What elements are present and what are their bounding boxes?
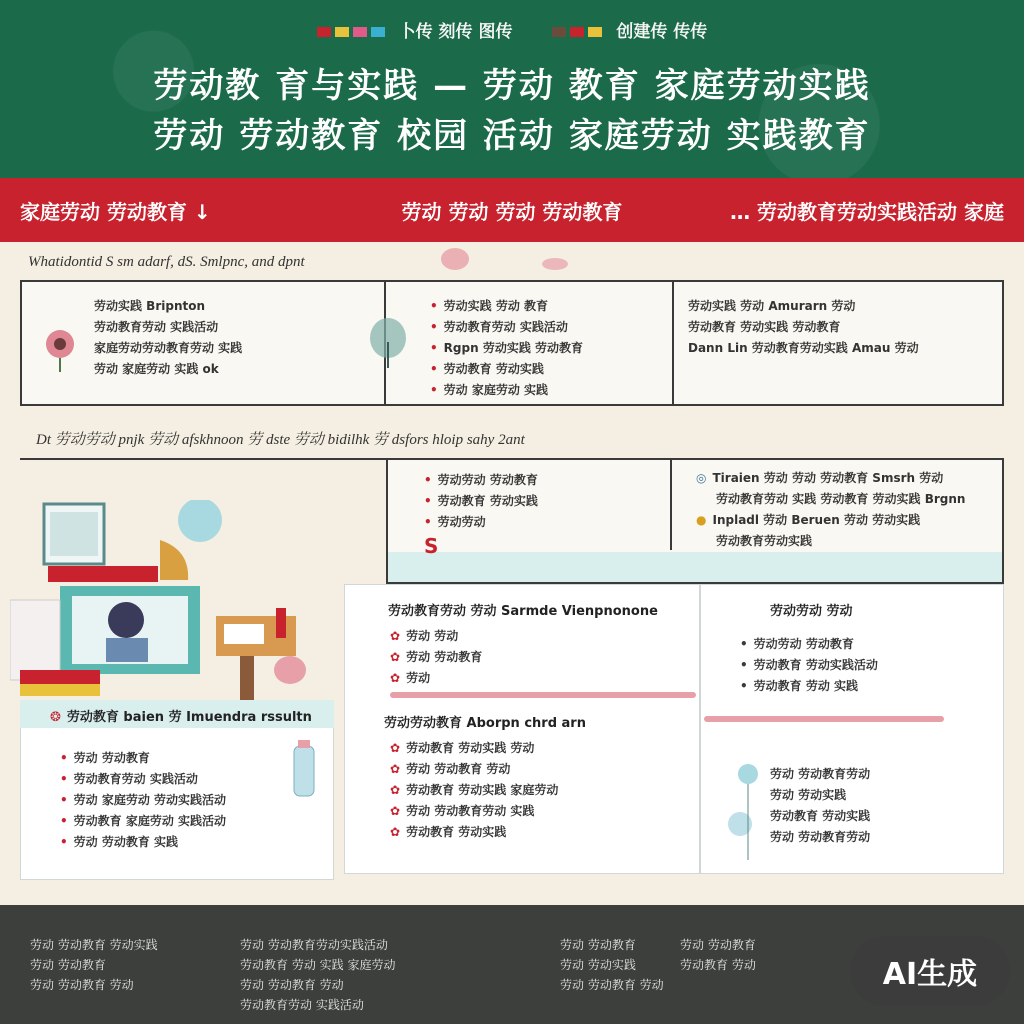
list-item-text: 劳动教育 劳动 实践 [753,679,859,693]
color-swatches-icon [317,27,385,37]
list-item: 劳动教育 劳动实践 [770,809,871,823]
list-item-text: 劳动劳动 劳动教育 [437,473,538,487]
list-item: 劳动教育劳动 实践 劳动教育 劳动实践 Brgnn [716,492,966,506]
list-item [60,748,300,769]
list-item: Dann Lin 劳动教育劳动实践 Amau 劳动 [688,341,919,355]
red-banner-center: 劳动 劳动 劳动 劳动教育 [401,199,623,224]
footer-col-2 [240,935,395,1015]
page-title-line-2: 劳动 劳动教育 校园 活动 家庭劳动 实践教育 [153,116,871,156]
list-item [696,468,996,489]
list-item [390,738,690,759]
bullet-icon: • [60,814,68,828]
bullet-icon: • [60,835,68,849]
list-item [740,634,996,655]
badge-icon: ❂ [50,710,61,725]
panel-left-list [60,748,300,853]
panel-right-title: 劳动劳动 劳动 [770,604,853,619]
list-item-text: 劳动 劳动教育劳动 实践 [406,804,535,818]
bullet-icon: ✿ [390,825,401,839]
list-item-text: 劳动 劳动教育 实践 [73,835,179,849]
list-item [390,801,690,822]
strip-left-text: 卜传 刻传 图传 [398,21,513,42]
section-1-col-2 [430,296,670,401]
bullet-icon: • [424,515,432,529]
list-item-text: 劳动劳动 劳动教育 [753,637,854,651]
teal-band [388,552,1002,582]
list-item [430,359,670,380]
bullet-icon: • [60,751,68,765]
footer-line: 劳动 劳动教育劳动实践活动 [240,938,388,952]
page-title-line-1: 劳动教 育与实践 — 劳动 教育 家庭劳动实践 [153,66,871,106]
list-item-text: Inpladl 劳动 Beruen 劳动 劳动实践 [712,513,921,527]
bullet-icon: ✿ [390,762,401,776]
list-item-text: 劳动教育 劳动实践 家庭劳动 [406,783,559,797]
bullet-icon: • [430,320,438,334]
list-item [430,296,670,317]
bullet-icon: • [430,362,438,376]
list-item-text: 劳动 劳动教育 [406,650,483,664]
footer-line: 劳动 劳动教育 劳动 [30,978,134,992]
panel-middle-title: 劳动教育劳动 劳动 Sarmde Vienpnonone [388,604,658,619]
footer-line: 劳动教育 劳动 实践 家庭劳动 [240,958,396,972]
list-item-text: Tiraien 劳动 劳动 劳动教育 Smsrh 劳动 [712,471,944,485]
bullet-icon: • [740,658,748,672]
panel-left-title [50,706,312,725]
circle-icon: ◎ [696,471,707,485]
list-item: 劳动教育 劳动实践 劳动教育 [688,320,841,334]
list-item-text: 劳动教育 劳动实践 [406,825,507,839]
bullet-icon: ✿ [390,671,401,685]
list-item-text: 劳动 劳动 [406,629,459,643]
list-item [430,338,670,359]
footer-line: 劳动 劳动教育 劳动 [560,978,664,992]
bullet-icon: ✿ [390,650,401,664]
bullet-icon: • [60,772,68,786]
section-1-col-3 [688,296,998,359]
list-item: 劳动教育劳动 实践活动 [94,320,219,334]
dot-icon: ● [696,513,707,527]
list-item-text: 劳动教育 劳动实践 劳动 [406,741,535,755]
list-item-text: 劳动教育 劳动实践活动 [753,658,878,672]
bullet-icon: • [430,299,438,313]
list-item [390,668,690,689]
bullet-icon: • [424,494,432,508]
bullet-icon: • [60,793,68,807]
list-item-text: 劳动教育 家庭劳动 实践活动 [73,814,227,828]
header-banner [0,0,1024,178]
list-item [424,470,664,491]
list-item-text: 劳动教育劳动 实践活动 [73,772,198,786]
panel-right-list-1 [740,634,996,697]
footer-line: 劳动 劳动教育 [560,938,636,952]
list-item-text: 劳动劳动 [437,515,486,529]
list-item-text: 劳动 [406,671,431,685]
list-item [696,510,996,531]
footer-line: 劳动 劳动教育 [680,938,756,952]
bullet-icon: • [740,679,748,693]
list-item-text: 劳动 家庭劳动 实践 [443,383,549,397]
bullet-icon: ✿ [390,804,401,818]
list-item [390,780,690,801]
list-item: 劳动 家庭劳动 实践 ok [94,362,219,376]
list-item [430,317,670,338]
footer-line: 劳动 劳动教育 劳动实践 [30,938,158,952]
list-item: 劳动实践 劳动 Amurarn 劳动 [688,299,856,313]
bullet-icon: • [430,341,438,355]
footer-line: 劳动 劳动实践 [560,958,636,972]
footer-line: 劳动 劳动教育 [30,958,106,972]
section-1-col-1 [94,296,379,380]
list-item-text: 劳动教育 劳动实践 [443,362,544,376]
bullet-icon: • [740,637,748,651]
list-item [60,769,300,790]
red-banner [0,178,1024,242]
list-item-text: Rgpn 劳动实践 劳动教育 [443,341,583,355]
list-item [740,676,996,697]
bottle-icon [286,740,322,800]
list-item [390,626,690,647]
ai-generated-badge: AI生成 [850,936,1010,1006]
footer-line: 劳动 劳动教育 劳动 [240,978,344,992]
red-mark-icon: S [424,534,439,558]
list-item: 劳动实践 Bripnton [94,299,206,313]
footer-line: 劳动教育劳动 实践活动 [240,998,364,1012]
highlight-bar [390,692,696,698]
flower-icon [38,322,88,372]
bullet-icon: ✿ [390,629,401,643]
list-item [60,811,300,832]
list-item-text: 劳动 劳动教育 [73,751,150,765]
red-banner-left: 家庭劳动 劳动教育 ↓ [20,199,211,224]
section-1-label: Whatidontid S sm adarf, dS. Smlpnc, and dpnt [28,254,305,270]
list-item: 劳动 劳动教育劳动 [770,767,871,781]
footer-col-4 [680,935,756,975]
dandelion-icon [728,760,768,860]
panel-middle-list-1 [390,626,690,689]
petal-icon [440,246,470,272]
panel-right-list-2 [770,764,996,848]
list-item [424,491,664,512]
list-item [390,759,690,780]
red-banner-right: … 劳动教育劳动实践活动 家庭 [730,199,1004,224]
section-2-label: Dt 劳动劳动 pnjk 劳动 afskhnoon 劳 dste 劳动 bidilhk 劳 dsfors hloip sahy 2ant [36,432,525,448]
bullet-icon: • [430,383,438,397]
divider [670,458,672,550]
list-item-text: 劳动教育劳动 实践活动 [443,320,568,334]
list-item-text: 劳动 家庭劳动 劳动实践活动 [73,793,227,807]
bullet-icon: ✿ [390,741,401,755]
footer-line: 劳动教育 劳动 [680,958,756,972]
list-item: 劳动 劳动教育劳动 [770,830,871,844]
list-item-text: 劳动实践 劳动 教育 [443,299,549,313]
list-item-text: 劳动 劳动教育 劳动 [406,762,511,776]
study-desk-illustration [10,500,330,700]
list-item [424,512,664,533]
divider [672,280,674,406]
panel-middle-subtitle: 劳动劳动教育 Aborpn chrd arn [384,716,586,731]
panel-left-title-text: 劳动教育 baien 劳 Imuendra rssultn [66,710,312,725]
list-item [390,822,690,843]
list-item-text: 劳动教育 劳动实践 [437,494,538,508]
top-strip [0,14,1024,44]
bullet-icon: ✿ [390,783,401,797]
highlight-bar [704,716,944,722]
plant-icon [360,312,416,368]
list-item: 劳动 劳动实践 [770,788,847,802]
list-item [60,832,300,853]
list-item [60,790,300,811]
footer-col-1 [30,935,158,995]
list-item: 家庭劳动劳动教育劳动 实践 [94,341,243,355]
list-item: 劳动教育劳动实践 [716,534,813,548]
list-item [740,655,996,676]
petal-icon [540,256,570,272]
color-swatches-icon [552,27,602,37]
list-item [430,380,670,401]
list-item [390,647,690,668]
footer-col-3 [560,935,664,995]
section-2-box-1 [424,470,664,533]
panel-middle-list-2 [390,738,690,843]
section-2-box-2 [696,468,996,552]
bullet-icon: • [424,473,432,487]
strip-right-text: 创建传 传传 [616,21,708,42]
